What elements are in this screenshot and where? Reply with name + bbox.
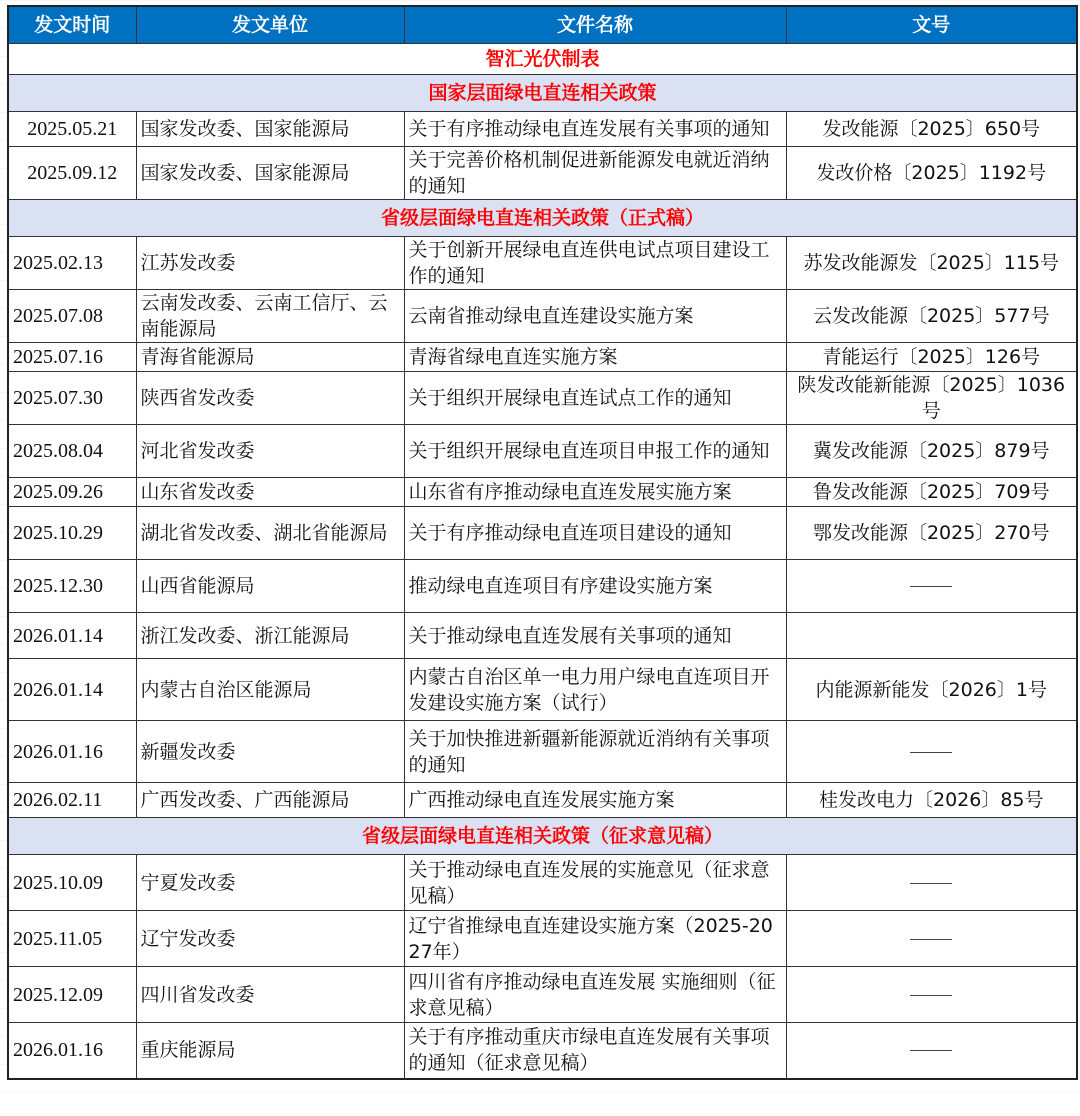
cell-issuer[interactable]: 湖北省发改委、湖北省能源局 bbox=[136, 507, 404, 560]
empty-dash bbox=[910, 883, 952, 884]
table-row bbox=[8, 290, 1077, 343]
table-row bbox=[8, 1023, 1077, 1079]
cell-doc-no[interactable]: 苏发改能源发〔2025〕115号 bbox=[786, 237, 1077, 290]
cell-issuer[interactable]: 宁夏发改委 bbox=[136, 855, 404, 911]
table-row bbox=[8, 613, 1077, 659]
empty-dash bbox=[910, 939, 952, 940]
cell-doc-no[interactable]: 发改能源〔2025〕650号 bbox=[786, 112, 1077, 147]
cell-title[interactable]: 关于组织开展绿电直连试点工作的通知 bbox=[404, 372, 786, 425]
table-row bbox=[8, 659, 1077, 721]
cell-title[interactable]: 推动绿电直连项目有序建设实施方案 bbox=[404, 560, 786, 613]
cell-doc-no[interactable]: 发改价格〔2025〕1192号 bbox=[786, 147, 1077, 200]
cell-date[interactable]: 2026.01.14 bbox=[8, 659, 136, 721]
table-row bbox=[8, 372, 1077, 425]
table-row bbox=[8, 425, 1077, 478]
cell-date[interactable]: 2025.09.26 bbox=[8, 478, 136, 507]
cell-date[interactable]: 2026.02.11 bbox=[8, 783, 136, 818]
cell-issuer[interactable]: 青海省能源局 bbox=[136, 343, 404, 372]
table-row bbox=[8, 911, 1077, 967]
cell-title[interactable]: 关于推动绿电直连发展的实施意见（征求意见稿） bbox=[404, 855, 786, 911]
cell-issuer[interactable]: 云南发改委、云南工信厅、云南能源局 bbox=[136, 290, 404, 343]
cell-doc-no[interactable]: 云发改能源〔2025〕577号 bbox=[786, 290, 1077, 343]
table-row bbox=[8, 560, 1077, 613]
cell-title[interactable]: 四川省有序推动绿电直连发展 实施细则（征求意见稿） bbox=[404, 967, 786, 1023]
brand-row bbox=[8, 44, 1077, 75]
table-row bbox=[8, 237, 1077, 290]
table-row bbox=[8, 855, 1077, 911]
cell-title[interactable]: 关于组织开展绿电直连项目申报工作的通知 bbox=[404, 425, 786, 478]
cell-issuer[interactable]: 内蒙古自治区能源局 bbox=[136, 659, 404, 721]
cell-issuer[interactable]: 四川省发改委 bbox=[136, 967, 404, 1023]
cell-date[interactable]: 2026.01.16 bbox=[8, 1023, 136, 1079]
cell-date[interactable]: 2025.07.08 bbox=[8, 290, 136, 343]
cell-issuer[interactable]: 江苏发改委 bbox=[136, 237, 404, 290]
table-row bbox=[8, 478, 1077, 507]
table-row bbox=[8, 721, 1077, 783]
table-row bbox=[8, 147, 1077, 200]
cell-date[interactable]: 2025.10.29 bbox=[8, 507, 136, 560]
column-header-doc-no[interactable]: 文号 bbox=[786, 6, 1077, 44]
cell-title[interactable]: 关于完善价格机制促进新能源发电就近消纳的通知 bbox=[404, 147, 786, 200]
cell-title[interactable]: 青海省绿电直连实施方案 bbox=[404, 343, 786, 372]
table-row bbox=[8, 507, 1077, 560]
cell-doc-no[interactable]: 陕发改能新能源〔2025〕1036号 bbox=[786, 372, 1077, 425]
cell-title[interactable]: 关于加快推进新疆新能源就近消纳有关事项的通知 bbox=[404, 721, 786, 783]
cell-title[interactable]: 辽宁省推绿电直连建设实施方案（2025-2027年） bbox=[404, 911, 786, 967]
cell-doc-no[interactable] bbox=[786, 1023, 1077, 1079]
header-row bbox=[8, 6, 1077, 44]
cell-title[interactable]: 云南省推动绿电直连建设实施方案 bbox=[404, 290, 786, 343]
cell-issuer[interactable]: 陕西省发改委 bbox=[136, 372, 404, 425]
cell-date[interactable]: 2026.01.14 bbox=[8, 613, 136, 659]
cell-doc-no[interactable] bbox=[786, 855, 1077, 911]
section-header bbox=[8, 818, 1077, 855]
cell-issuer[interactable]: 辽宁发改委 bbox=[136, 911, 404, 967]
brand-label[interactable]: 智汇光伏制表 bbox=[8, 44, 1077, 75]
cell-doc-no[interactable] bbox=[786, 721, 1077, 783]
cell-issuer[interactable]: 河北省发改委 bbox=[136, 425, 404, 478]
cell-date[interactable]: 2025.09.12 bbox=[8, 147, 136, 200]
section-header bbox=[8, 75, 1077, 112]
cell-title[interactable]: 关于有序推动重庆市绿电直连发展有关事项的通知（征求意见稿） bbox=[404, 1023, 786, 1079]
cell-issuer[interactable]: 新疆发改委 bbox=[136, 721, 404, 783]
cell-issuer[interactable]: 山东省发改委 bbox=[136, 478, 404, 507]
cell-issuer[interactable]: 国家发改委、国家能源局 bbox=[136, 147, 404, 200]
cell-doc-no[interactable]: 桂发改电力〔2026〕85号 bbox=[786, 783, 1077, 818]
table-row bbox=[8, 343, 1077, 372]
policy-table bbox=[7, 5, 1078, 1080]
cell-doc-no[interactable]: 内能源新能发〔2026〕1号 bbox=[786, 659, 1077, 721]
cell-issuer[interactable]: 浙江发改委、浙江能源局 bbox=[136, 613, 404, 659]
section-title-provincial-formal[interactable]: 省级层面绿电直连相关政策（正式稿） bbox=[8, 200, 1077, 237]
section-title-provincial-draft[interactable]: 省级层面绿电直连相关政策（征求意见稿） bbox=[8, 818, 1077, 855]
cell-doc-no[interactable] bbox=[786, 911, 1077, 967]
cell-date[interactable]: 2025.07.16 bbox=[8, 343, 136, 372]
empty-dash bbox=[910, 995, 952, 996]
cell-title[interactable]: 关于创新开展绿电直连供电试点项目建设工作的通知 bbox=[404, 237, 786, 290]
section-title-national[interactable]: 国家层面绿电直连相关政策 bbox=[8, 75, 1077, 112]
empty-dash bbox=[910, 1050, 952, 1051]
table-row bbox=[8, 967, 1077, 1023]
cell-doc-no[interactable] bbox=[786, 613, 1077, 659]
cell-date[interactable]: 2025.02.13 bbox=[8, 237, 136, 290]
table-row bbox=[8, 783, 1077, 818]
empty-dash bbox=[910, 752, 952, 753]
column-header-date[interactable]: 发文时间 bbox=[8, 6, 136, 44]
column-header-issuer[interactable]: 发文单位 bbox=[136, 6, 404, 44]
table-row bbox=[8, 112, 1077, 147]
cell-title[interactable]: 广西推动绿电直连发展实施方案 bbox=[404, 783, 786, 818]
cell-date[interactable]: 2025.07.30 bbox=[8, 372, 136, 425]
cell-date[interactable]: 2025.11.05 bbox=[8, 911, 136, 967]
section-header bbox=[8, 200, 1077, 237]
cell-doc-no[interactable]: 冀发改能源〔2025〕879号 bbox=[786, 425, 1077, 478]
cell-doc-no[interactable] bbox=[786, 560, 1077, 613]
cell-issuer[interactable]: 国家发改委、国家能源局 bbox=[136, 112, 404, 147]
cell-date[interactable]: 2025.05.21 bbox=[8, 112, 136, 147]
cell-doc-no[interactable]: 鄂发改能源〔2025〕270号 bbox=[786, 507, 1077, 560]
cell-issuer[interactable]: 广西发改委、广西能源局 bbox=[136, 783, 404, 818]
cell-title[interactable]: 关于推动绿电直连发展有关事项的通知 bbox=[404, 613, 786, 659]
cell-title[interactable]: 山东省有序推动绿电直连发展实施方案 bbox=[404, 478, 786, 507]
cell-date[interactable]: 2025.10.09 bbox=[8, 855, 136, 911]
cell-date[interactable]: 2025.12.30 bbox=[8, 560, 136, 613]
cell-date[interactable]: 2025.08.04 bbox=[8, 425, 136, 478]
cell-date[interactable]: 2025.12.09 bbox=[8, 967, 136, 1023]
cell-title[interactable]: 关于有序推动绿电直连项目建设的通知 bbox=[404, 507, 786, 560]
cell-title[interactable]: 关于有序推动绿电直连发展有关事项的通知 bbox=[404, 112, 786, 147]
cell-title[interactable]: 内蒙古自治区单一电力用户绿电直连项目开发建设实施方案（试行） bbox=[404, 659, 786, 721]
cell-doc-no[interactable]: 青能运行〔2025〕126号 bbox=[786, 343, 1077, 372]
cell-issuer[interactable]: 重庆能源局 bbox=[136, 1023, 404, 1079]
column-header-title[interactable]: 文件名称 bbox=[404, 6, 786, 44]
cell-doc-no[interactable] bbox=[786, 967, 1077, 1023]
cell-doc-no[interactable]: 鲁发改能源〔2025〕709号 bbox=[786, 478, 1077, 507]
cell-issuer[interactable]: 山西省能源局 bbox=[136, 560, 404, 613]
cell-date[interactable]: 2026.01.16 bbox=[8, 721, 136, 783]
empty-dash bbox=[910, 586, 952, 587]
